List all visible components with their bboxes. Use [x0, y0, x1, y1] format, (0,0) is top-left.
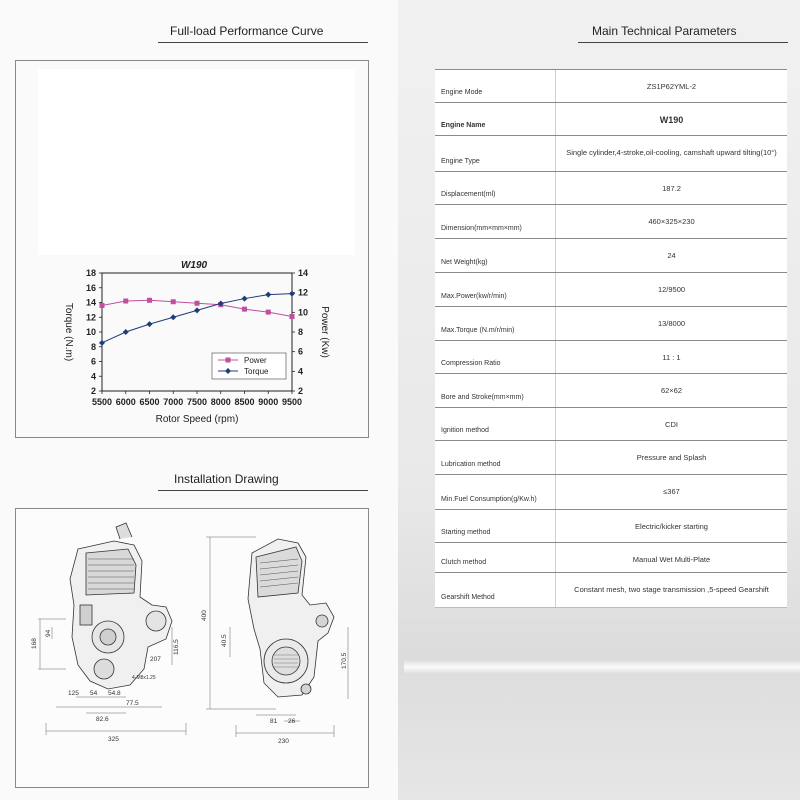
- parameter-label: Max.Torque (N.m/r/min): [441, 327, 515, 334]
- installation-drawing-box: [15, 508, 369, 788]
- x-axis-label: Rotor Speed (rpm): [155, 414, 239, 425]
- y-left-tick-label: 16: [85, 282, 96, 293]
- legend-label-power: Power: [244, 356, 267, 365]
- x-tick-label: 7000: [163, 397, 184, 407]
- parameter-label: Max.Power(kw/r/min): [441, 293, 507, 300]
- performance-section-title: Full-load Performance Curve: [170, 24, 324, 38]
- series-point-power: [266, 310, 271, 315]
- parameter-value: Manual Wet Multi-Plate: [555, 543, 787, 572]
- x-tick-label: 9500: [281, 397, 303, 407]
- parameter-row: [435, 407, 787, 440]
- dim-label: 26: [288, 718, 296, 725]
- parameter-label: Engine Type: [441, 158, 480, 165]
- x-tick-label: 5500: [91, 397, 113, 407]
- x-tick-label: 8000: [210, 397, 231, 407]
- parameter-row: [435, 474, 787, 509]
- parameter-label: Bore and Stroke(mm×mm): [441, 394, 524, 401]
- parameter-row: [435, 171, 787, 204]
- dim-label: 170.5: [341, 652, 348, 669]
- legend-marker-power: [226, 358, 231, 363]
- series-point-power: [123, 299, 128, 304]
- dim-label: 54.8: [108, 690, 121, 697]
- performance-chart-box: [15, 60, 369, 438]
- dim-label: 207: [150, 656, 161, 663]
- y-left-tick-label: 6: [90, 356, 96, 367]
- y-left-tick-label: 2: [90, 386, 96, 396]
- dim-label: 125: [68, 690, 79, 697]
- performance-chart: [16, 61, 370, 439]
- chart-title: W190: [180, 260, 208, 271]
- series-point-power: [242, 307, 247, 312]
- y-right-tick-label: 10: [298, 307, 309, 318]
- parameter-label: Lubrication method: [441, 461, 501, 468]
- parameter-label: Net Weight(kg): [441, 259, 488, 266]
- performance-title-rule: [158, 42, 368, 43]
- parameter-row: [435, 572, 787, 608]
- installation-section-title: Installation Drawing: [174, 472, 279, 486]
- dim-label: 4-M8x1.25: [132, 675, 156, 681]
- parameter-row: [435, 306, 787, 340]
- parameter-label: Starting method: [441, 529, 491, 536]
- series-point-torque: [123, 329, 129, 335]
- dim-label: 77.5: [126, 700, 139, 707]
- series-point-power: [195, 301, 200, 306]
- x-tick-label: 7500: [186, 397, 208, 407]
- series-point-power: [290, 314, 295, 319]
- parameter-row: [435, 135, 787, 171]
- parameter-row: [435, 102, 787, 135]
- dim-label: 116.5: [173, 639, 180, 655]
- parameters-title-rule: [578, 42, 788, 43]
- parameter-value: Single cylinder,4-stroke,oil-cooling, camshaft upward tilting(10°): [555, 136, 787, 171]
- glare-highlight: [404, 660, 800, 674]
- y-right-tick-label: 4: [298, 366, 304, 377]
- series-point-power: [100, 303, 105, 308]
- parameters-table: [435, 69, 787, 608]
- parameter-value: Electric/kicker starting: [555, 510, 787, 542]
- dim-label: 230: [278, 738, 289, 745]
- y-left-tick-label: 10: [85, 327, 96, 337]
- y-left-tick-label: 18: [85, 268, 96, 278]
- parameter-label: Compression Ratio: [441, 360, 501, 367]
- engine-front-view-drawing: [70, 523, 172, 689]
- y-left-tick-label: 14: [85, 297, 96, 308]
- parameter-row: [435, 204, 787, 238]
- x-tick-label: 6500: [139, 397, 160, 407]
- y-left-axis-label: Torque (N.m): [63, 302, 74, 362]
- engine-side-view-drawing: [248, 539, 334, 697]
- parameter-value: 12/9500: [555, 273, 787, 306]
- legend-label-torque: Torque: [244, 367, 269, 376]
- parameter-value: 460×325×230: [555, 205, 787, 238]
- parameter-value: Constant mesh, two stage transmission ,5-speed Gearshift: [555, 573, 787, 607]
- y-left-tick-label: 8: [90, 341, 96, 352]
- y-left-tick-label: 4: [90, 371, 96, 382]
- dim-label: 168: [31, 638, 38, 649]
- parameter-value: ZS1P62YML-2: [555, 70, 787, 102]
- installation-title-rule: [158, 490, 368, 491]
- x-tick-label: 8500: [234, 397, 255, 407]
- parameter-value: 13/8000: [555, 307, 787, 340]
- y-right-axis-label: Power (Kw): [319, 306, 330, 358]
- parameter-value: CDI: [555, 408, 787, 440]
- left-panel: [0, 0, 398, 800]
- installation-drawing: [16, 509, 370, 789]
- parameter-row: [435, 373, 787, 407]
- parameter-value: 11 : 1: [555, 341, 787, 373]
- x-tick-label: 6000: [115, 397, 136, 407]
- series-point-torque: [242, 296, 248, 302]
- y-right-tick-label: 6: [298, 346, 304, 357]
- parameter-row: [435, 69, 787, 102]
- dim-label: 94: [45, 629, 52, 637]
- parameter-value: W190: [555, 103, 787, 135]
- dim-label: 82.6: [96, 716, 109, 723]
- parameter-value: Pressure and Splash: [555, 441, 787, 474]
- parameter-label: Gearshift Method: [441, 594, 495, 601]
- parameter-value: 187.2: [555, 172, 787, 204]
- parameter-label: Ignition method: [441, 427, 489, 434]
- series-point-torque: [147, 321, 153, 327]
- dim-label: 81: [270, 718, 278, 725]
- parameter-label: Engine Name: [441, 122, 486, 129]
- dim-label: 54: [90, 690, 98, 697]
- series-point-torque: [170, 314, 176, 320]
- parameter-row: [435, 440, 787, 474]
- right-panel: [398, 0, 800, 800]
- parameter-row: [435, 542, 787, 572]
- dim-label: 325: [108, 736, 119, 743]
- parameter-label: Dimension(mm×mm×mm): [441, 225, 522, 232]
- x-tick-label: 9000: [258, 397, 279, 407]
- series-point-power: [147, 298, 152, 303]
- series-point-torque: [194, 307, 200, 313]
- dim-label: 40.5: [221, 634, 228, 647]
- y-right-tick-label: 8: [298, 327, 304, 337]
- parameter-label: Engine Mode: [441, 89, 483, 96]
- parameter-value: ≤367: [555, 475, 787, 509]
- parameters-section-title: Main Technical Parameters: [592, 24, 737, 38]
- parameter-row: [435, 509, 787, 542]
- series-point-torque: [265, 292, 271, 298]
- y-right-tick-label: 12: [298, 287, 309, 298]
- parameter-label: Clutch method: [441, 559, 487, 566]
- series-point-torque: [99, 340, 105, 346]
- y-right-tick-label: 2: [298, 386, 304, 396]
- y-right-tick-label: 14: [298, 268, 309, 278]
- parameter-label: Displacement(ml): [441, 191, 496, 198]
- parameter-row: [435, 340, 787, 373]
- parameter-row: [435, 238, 787, 272]
- parameter-row: [435, 272, 787, 306]
- parameter-value: 62×62: [555, 374, 787, 407]
- y-left-tick-label: 12: [85, 312, 96, 323]
- series-point-torque: [289, 291, 295, 297]
- series-point-power: [171, 299, 176, 304]
- parameter-value: 24: [555, 239, 787, 272]
- parameter-label: Min.Fuel Consumption(g/Kw.h): [441, 496, 537, 503]
- dim-label: 400: [201, 610, 208, 621]
